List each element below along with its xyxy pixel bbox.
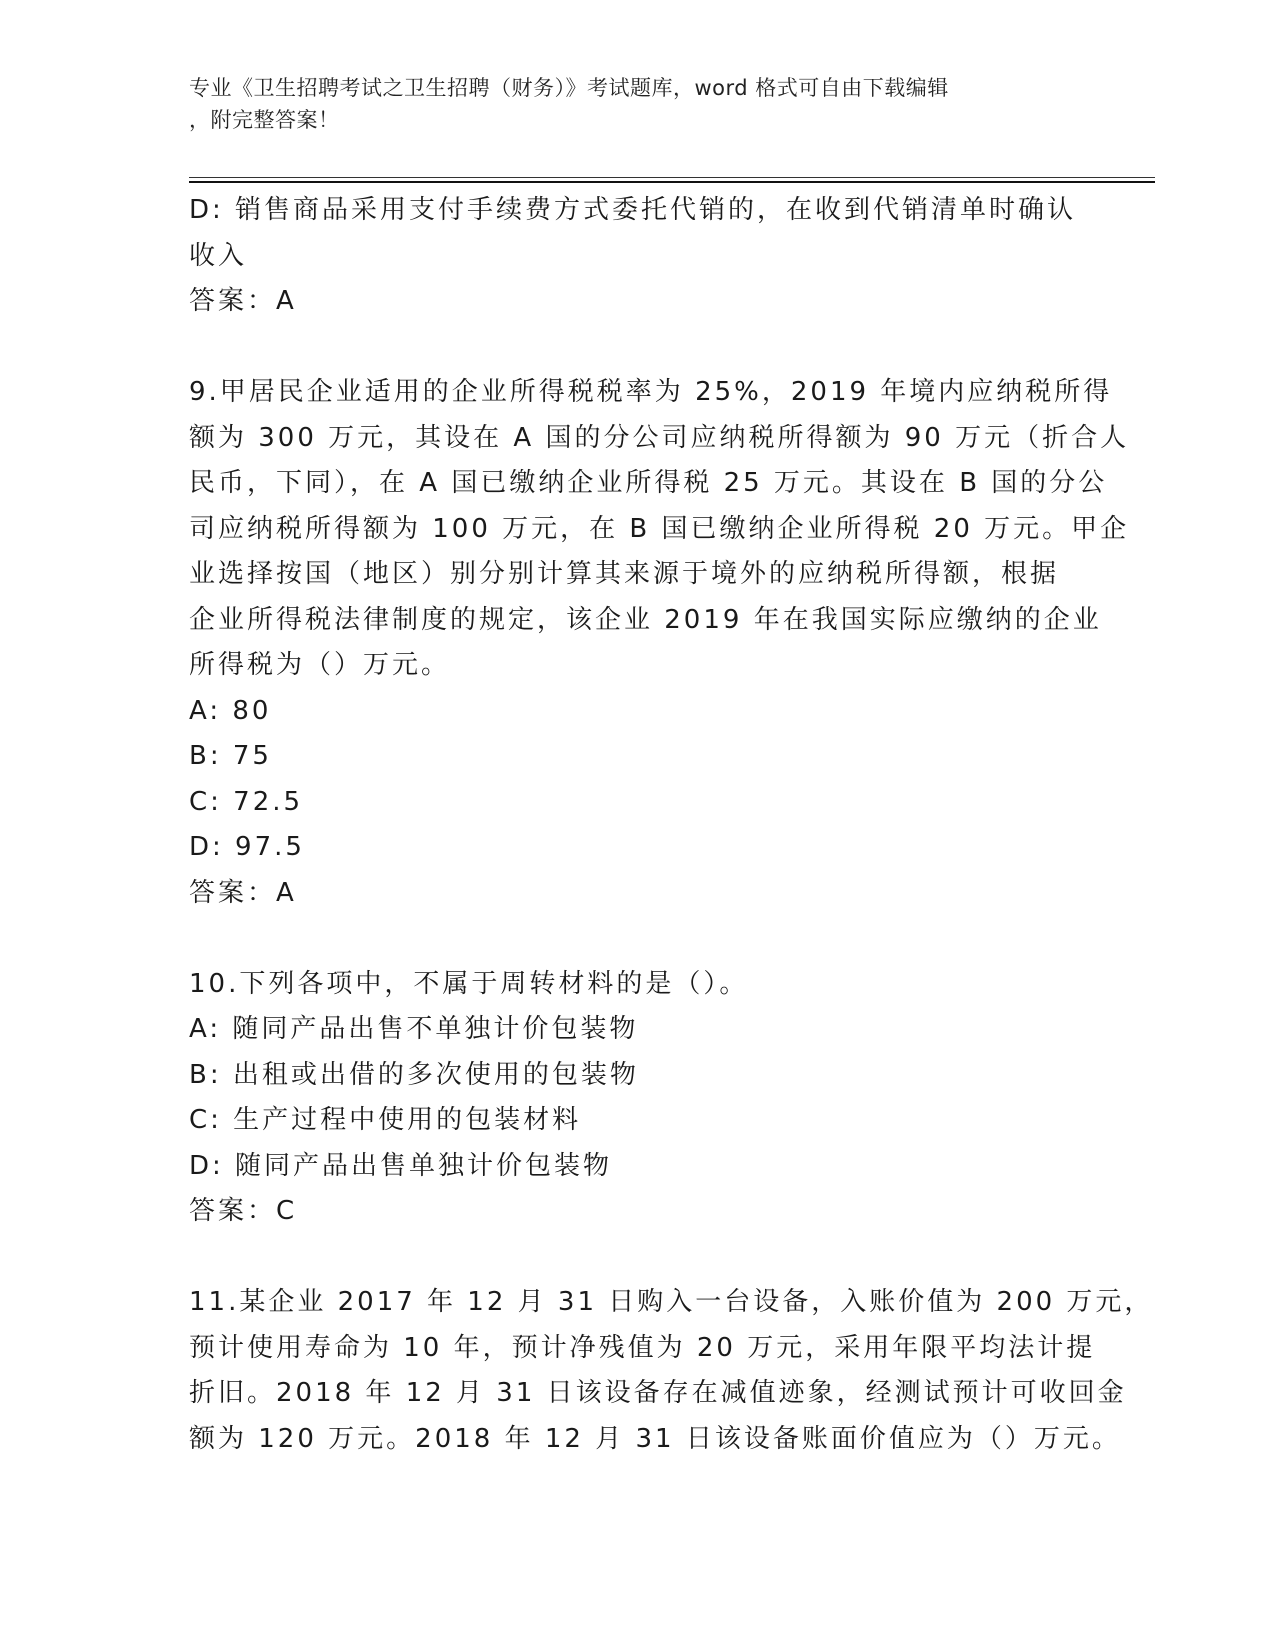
- answer: 答案：C: [189, 1196, 298, 1226]
- question-stem-line: 企业所得税法律制度的规定，该企业 2019 年在我国实际应缴纳的企业: [189, 604, 1102, 635]
- spacer: [189, 1235, 1079, 1281]
- question-stem-line: 业选择按国（地区）别分别计算其来源于境外的应纳税所得额，根据: [189, 559, 1060, 589]
- option-d: D: 随同产品出售单独计价包装物: [189, 1150, 613, 1181]
- spacer: [189, 325, 1079, 371]
- header-line-2: ，附完整答案！: [189, 108, 340, 132]
- question-stem-line: 司应纳税所得额为 100 万元，在 B 国已缴纳企业所得税 20 万元。甲企: [189, 513, 1130, 544]
- option-c: C: 生产过程中使用的包装材料: [189, 1105, 582, 1135]
- header-line-1: 专业《卫生招聘考试之卫生招聘（财务）》考试题库，word 格式可自由下载编辑: [189, 76, 949, 100]
- option-c: C: 72.5: [189, 786, 304, 817]
- document-header: [189, 72, 1069, 136]
- answer: 答案：A: [189, 286, 297, 316]
- option-d: D: 销售商品采用支付手续费方式委托代销的，在收到代销清单时确认: [189, 195, 1077, 225]
- question-stem-line: 11.某企业 2017 年 12 月 31 日购入一台设备，入账价值为 200 万元，: [189, 1287, 1154, 1317]
- option-b: B: 出租或出借的多次使用的包装物: [189, 1059, 639, 1090]
- question-stem-line: 额为 300 万元，其设在 A 国的分公司应纳税所得额为 90 万元（折合人: [189, 422, 1130, 453]
- question-11: [189, 1280, 1154, 1462]
- option-d: D: 97.5: [189, 832, 305, 862]
- option-b: B: 75: [189, 741, 272, 771]
- header-divider-thick: [189, 181, 1155, 183]
- answer: 答案：A: [189, 877, 297, 908]
- question-stem-line: 预计使用寿命为 10 年，预计净残值为 20 万元，采用年限平均法计提: [189, 1332, 1096, 1363]
- question-9: [189, 370, 1130, 916]
- option-a: A: 80: [189, 695, 272, 726]
- question-stem: 10.下列各项中，不属于周转材料的是（）。: [189, 968, 749, 999]
- question-10: [189, 962, 1079, 1235]
- question-stem-line: 额为 120 万元。2018 年 12 月 31 日该设备账面价值应为（）万元。: [189, 1423, 1121, 1454]
- question-stem-line: 民币，下同），在 A 国已缴纳企业所得税 25 万元。其设在 B 国的分公: [189, 468, 1108, 498]
- header-divider-thin: [189, 177, 1155, 178]
- spacer: [189, 916, 1079, 962]
- question-stem-line: 所得税为（）万元。: [189, 650, 451, 680]
- option-a: A: 随同产品出售不单独计价包装物: [189, 1014, 639, 1044]
- question-stem-line: 9.甲居民企业适用的企业所得税税率为 25%，2019 年境内应纳税所得: [189, 377, 1113, 407]
- document-body: [189, 188, 1154, 1462]
- prev-question: [189, 188, 1079, 325]
- question-stem-line: 折旧。2018 年 12 月 31 日该设备存在减值迹象，经测试预计可收回金: [189, 1378, 1127, 1408]
- option-d-continued: 收入: [189, 240, 248, 271]
